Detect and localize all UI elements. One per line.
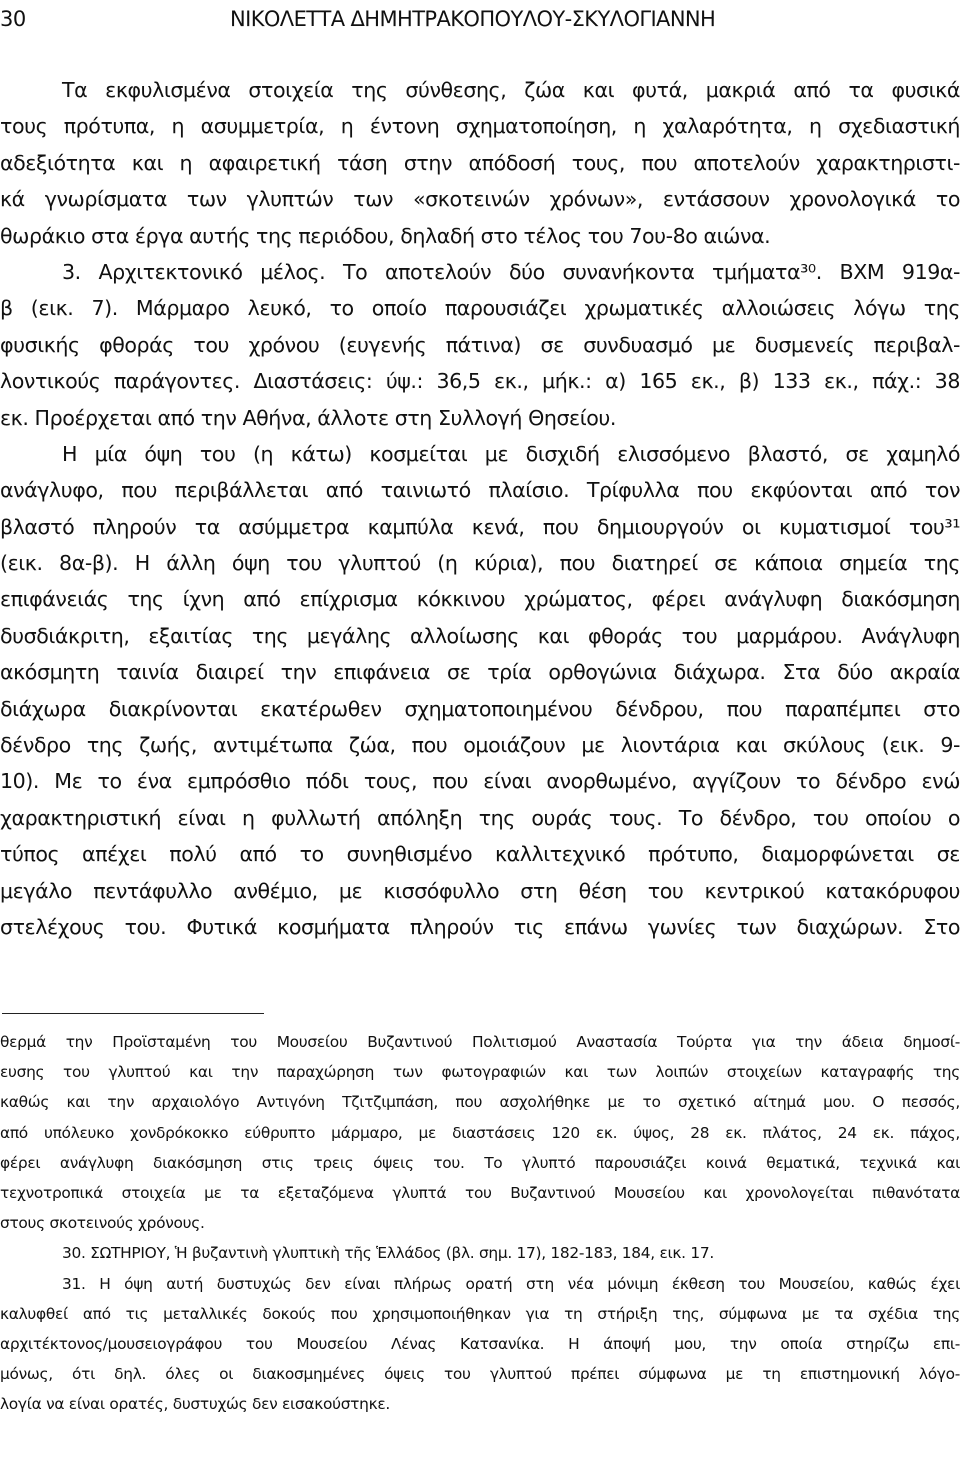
body-line: χαρακτηριστική είναι η φυλλωτή απόληξη της ουράς τους. Το δένδρο, του οποίου ο bbox=[0, 805, 960, 830]
body-line: τύπος απέχει πολύ από το συνηθισμένο καλλιτεχνικό πρότυπο, διαμορφώνεται σε bbox=[0, 842, 960, 867]
footnote-30: 30. ΣΩΤΗΡΙΟΥ, Ἡ βυζαντινὴ γλυπτικὴ τῆς Ἑλλάδος (βλ. σημ. 17), 182-183, 184, εικ. 17. bbox=[62, 1244, 714, 1263]
footnote-line: ευσης του γλυπτού και την παραχώρηση των φωτογραφιών και των λοιπών στοιχείων καταγραφής της bbox=[0, 1063, 960, 1082]
footnote-line: μόνως, ότι δηλ. όλες οι διακοσμημένες όψεις του γλυπτού πρέπει σύμφωνα με τη επιστημονική λόγο- bbox=[0, 1365, 960, 1384]
running-header bbox=[0, 2, 960, 36]
body-line: ακόσμητη ταινία διαιρεί την επιφάνεια σε τρία ορθογώνια διάχωρα. Στα δύο ακραία bbox=[0, 660, 960, 685]
footnote-separator bbox=[2, 1013, 264, 1014]
body-line: τους πρότυπα, η ασυμμετρία, η έντονη σχηματοποίηση, η χαλαρότητα, η σχεδιαστική bbox=[0, 114, 960, 139]
body-line: 10). Με το ένα εμπρόσθιο πόδι τους, που είναι ανορθωμένο, αγγίζουν το δένδρο ενώ bbox=[0, 769, 960, 794]
body-line: δένδρο της ζωής, αντιμέτωπα ζώα, που ομοιάζουν με λιοντάρια και σκύλους (εικ. 9- bbox=[0, 733, 960, 758]
body-line: ανάγλυφο, που περιβάλλεται από ταινιωτό πλαίσιο. Τρίφυλλα που εκφύονται από τον bbox=[0, 478, 960, 503]
body-line: λοντικούς παράγοντες. Διαστάσεις: ύψ.: 36,5 εκ., μήκ.: α) 165 εκ., β) 133 εκ., πάχ.: 38 bbox=[0, 369, 960, 394]
footnote-line: τεχνοτροπικά στοιχεία με τα εξεταζόμενα γλυπτά του Βυζαντινού Μουσείου και χρονολογείται πιθανότατα bbox=[0, 1183, 960, 1202]
body-line: Τα εκφυλισμένα στοιχεία της σύνθεσης, ζώα και φυτά, μακριά από τα φυσικά bbox=[62, 78, 960, 102]
body-line: στελέχους του. Φυτικά κοσμήματα πληρούν τις επάνω γωνίες των διαχώρων. Στο bbox=[0, 914, 960, 939]
page-number: 30 bbox=[0, 7, 26, 31]
main-text bbox=[0, 72, 960, 945]
footnote-31: 31. Η όψη αυτή δυστυχώς δεν είναι πλήρως ορατή στη νέα μόνιμη έκθεση του Μουσείου, καθώς έχει bbox=[62, 1274, 960, 1293]
body-line: κά γνωρίσματα των γλυπτών των «σκοτεινών χρόνων», εντάσσουν χρονολογικά το bbox=[0, 187, 960, 212]
footnote-line: αρχιτέκτονος/μουσειογράφου του Μουσείου Λένας Κατσανίκα. Η άποψή μου, την οποία στηρίζω επι- bbox=[0, 1334, 960, 1353]
body-line: β (εικ. 7). Μάρμαρο λευκό, το οποίο παρουσιάζει χρωματικές αλλοιώσεις λόγω της bbox=[0, 296, 960, 321]
footnote-line: θερμά την Προϊσταμένη του Μουσείου Βυζαντινού Πολιτισμού Αναστασία Τούρτα για την άδεια δημοσί- bbox=[0, 1033, 960, 1051]
footnotes bbox=[0, 1027, 960, 1419]
footnote-line: λογία να είναι ορατές, δυστυχώς δεν εισακούστηκε. bbox=[0, 1395, 390, 1414]
body-line: (εικ. 8α-β). Η άλλη όψη του γλυπτού (η κύρια), που διατηρεί σε κάποια σημεία της bbox=[0, 551, 960, 576]
body-line: δυσδιάκριτη, εξαιτίας της μεγάλης αλλοίωσης και φθοράς του μαρμάρου. Ανάγλυφη bbox=[0, 623, 960, 648]
footnote-line: από υπόλευκο χονδρόκοκκο εύθρυπτο μάρμαρο, με διαστάσεις 120 εκ. ύψος, 28 εκ. πλάτος, 24 εκ. πάχος, bbox=[0, 1123, 960, 1142]
body-line: αδεξιότητα και η αφαιρετική τάση στην απόδοσή τους, που αποτελούν χαρακτηριστι- bbox=[0, 150, 960, 175]
footnote-line: στους σκοτεινούς χρόνους. bbox=[0, 1214, 205, 1233]
body-line: επιφάνειάς της ίχνη από επίχρισμα κόκκινου χρώματος, φέρει ανάγλυφη διακόσμηση bbox=[0, 587, 960, 612]
footnote-line: καλυφθεί από τις μεταλλικές δοκούς που χρησιμοποιήθηκαν για τη στήριξη της, σύμφωνα με τα σχέδια της bbox=[0, 1304, 960, 1323]
body-line: Η μία όψη του (η κάτω) κοσμείται με δισχιδή ελισσόμενο βλαστό, σε χαμηλό bbox=[62, 441, 960, 466]
body-line: διάχωρα διακρίνονται εκατέρωθεν σχηματοποιημένου δένδρου, που παραπέμπει στο bbox=[0, 696, 960, 721]
body-line: φυσικής φθοράς του χρόνου (ευγενής πάτινα) σε συνδυασμό με δυσμενείς περιβαλ- bbox=[0, 332, 960, 357]
body-line: θωράκιο στα έργα αυτής της περιόδου, δηλαδή στο τέλος του 7ου-8ο αιώνα. bbox=[0, 223, 771, 248]
body-line: εκ. Προέρχεται από την Αθήνα, άλλοτε στη Συλλογή Θησείου. bbox=[0, 405, 616, 430]
body-line: βλαστό πληρούν τα ασύμμετρα καμπύλα κενά, που δημιουργούν οι κυματισμοί του³¹ bbox=[0, 514, 960, 539]
running-head-author: ΝΙΚΟΛΕΤΤΑ ΔΗΜΗΤΡΑΚΟΠΟΥΛΟΥ-ΣΚΥΛΟΓΙΑΝΝΗ bbox=[230, 7, 716, 31]
footnote-line: καθώς και την αρχαιολόγο Αντιγόνη Τζιτζιμπάση, που ασχολήθηκε με το σχετικό αίτημά μου. Ο πεσσός, bbox=[0, 1093, 960, 1112]
body-line: μεγάλο πεντάφυλλο ανθέμιο, με κισσόφυλλο στη θέση του κεντρικού κατακόρυφου bbox=[0, 878, 960, 903]
footnote-line: φέρει ανάγλυφη διακόσμηση στις τρεις όψεις του. Το γλυπτό παρουσιάζει κοινά θεματικά, τεχνικά και bbox=[0, 1153, 960, 1172]
body-line: 3. Αρχιτεκτονικό μέλος. Το αποτελούν δύο συνανήκοντα τμήματα³⁰. ΒΧΜ 919α- bbox=[62, 259, 960, 284]
